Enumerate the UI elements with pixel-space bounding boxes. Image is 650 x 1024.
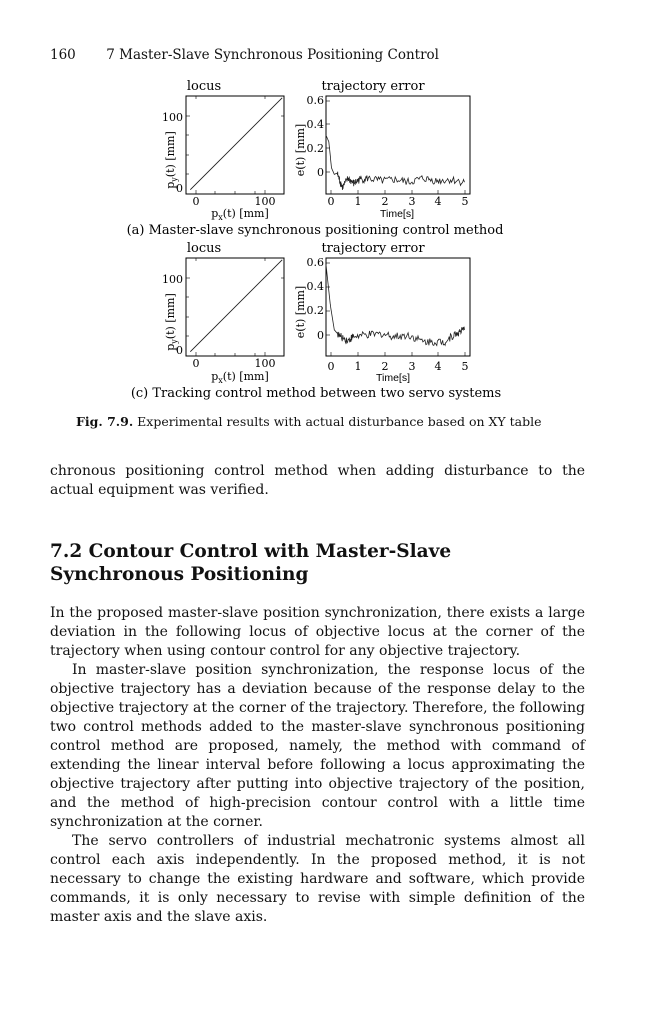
ytick-100: 100 <box>162 111 183 124</box>
error-line-a <box>326 135 465 190</box>
xlabel: Time[s] <box>375 372 411 384</box>
xtick-3: 3 <box>408 360 416 373</box>
panel-c-locus <box>162 241 284 385</box>
ytick-0.4: 0.4 <box>306 118 324 131</box>
figure-caption <box>76 414 542 429</box>
ytick-0.4: 0.4 <box>306 280 324 293</box>
xlabel: Time[s] <box>379 208 415 220</box>
caption-a: (a) Master-slave synchronous positioning control method <box>126 223 504 238</box>
figure-canvas <box>0 0 650 440</box>
page-number: 160 <box>50 47 76 63</box>
xtick-1: 1 <box>354 360 362 373</box>
ytick-0.2: 0.2 <box>306 142 324 155</box>
section-body <box>50 604 585 927</box>
xlabel: $p_x(t)$ [mm] <box>211 207 269 222</box>
ytick-0: 0 <box>176 182 183 195</box>
ytick-0: 0 <box>176 344 183 357</box>
ytick-0.6: 0.6 <box>306 256 324 269</box>
ylabel: $p_y(t)$ [mm] <box>164 131 179 189</box>
ytick-0.6: 0.6 <box>306 94 324 107</box>
locus-line-a <box>190 98 282 190</box>
ytick-0: 0 <box>317 166 324 179</box>
xtick-100: 100 <box>254 195 276 208</box>
paragraph: chronous positioning control method when adding disturbance to the actual equipment was verified. <box>50 463 585 498</box>
panel-a-error <box>294 79 470 220</box>
ylabel: $p_y(t)$ [mm] <box>164 293 179 351</box>
xtick-0: 0 <box>327 360 335 373</box>
section-heading: 7.2 Contour Control with Master-Slave Synchronous Positioning <box>50 541 452 585</box>
ytick-0: 0 <box>317 329 324 342</box>
ytick-0.2: 0.2 <box>306 304 324 317</box>
locus-line-c <box>190 260 282 352</box>
xtick-0: 0 <box>192 195 200 208</box>
ylabel: e(t) [mm] <box>294 123 307 177</box>
figure-7-9 <box>0 0 650 440</box>
error-title: trajectory error <box>321 241 425 256</box>
panel-c-error <box>294 241 470 384</box>
xlabel: $p_x(t)$ [mm] <box>211 370 269 385</box>
caption-c: (c) Tracking control method between two servo systems <box>130 386 502 401</box>
paragraph-continued <box>50 462 585 500</box>
xtick-4: 4 <box>434 195 442 208</box>
figure-label: Fig. 7.9. <box>76 414 134 429</box>
ylabel: e(t) [mm] <box>294 285 307 339</box>
error-line-c <box>326 265 465 346</box>
ytick-100: 100 <box>162 273 183 286</box>
xtick-0: 0 <box>327 195 335 208</box>
xtick-1: 1 <box>354 195 362 208</box>
paragraph: The servo controllers of industrial mechatronic systems almost all control each axis independently. In the proposed method, it is not necessary to change the existing hardware and software, which provide commands, it is only necessary to revise with simple definition of the master axis and the slave axis. <box>50 833 585 925</box>
panel-a-locus <box>162 79 284 222</box>
xtick-5: 5 <box>461 195 469 208</box>
xtick-3: 3 <box>408 195 416 208</box>
paragraph: In the proposed master-slave position synchronization, there exists a large deviation in the following locus of objective locus at the corner of the trajectory when using contour control for any objective trajectory. <box>50 605 585 659</box>
xtick-5: 5 <box>461 360 469 373</box>
running-title: 7 Master-Slave Synchronous Positioning Control <box>106 47 439 63</box>
xtick-2: 2 <box>381 195 389 208</box>
locus-title: locus <box>186 241 222 256</box>
error-title: trajectory error <box>321 79 425 94</box>
xtick-0: 0 <box>192 357 200 370</box>
xtick-2: 2 <box>381 360 389 373</box>
xtick-4: 4 <box>434 360 442 373</box>
locus-title: locus <box>186 79 222 94</box>
paragraph: In master-slave position synchronization, the response locus of the objective trajectory has a deviation because of the response delay to the objective trajectory at the corner of the trajectory. Therefore, the following two control methods added to the master-slave synchronous positioning control method are proposed, namely, the method with command of extending the linear interval before following a locus approximating the objective trajectory after putting into objective trajectory of the position, and the method of high-precision contour control with a little time synchronization at the corner. <box>50 662 585 830</box>
xtick-100: 100 <box>254 357 276 370</box>
figure-caption-text: Experimental results with actual disturbance based on XY table <box>137 414 542 429</box>
